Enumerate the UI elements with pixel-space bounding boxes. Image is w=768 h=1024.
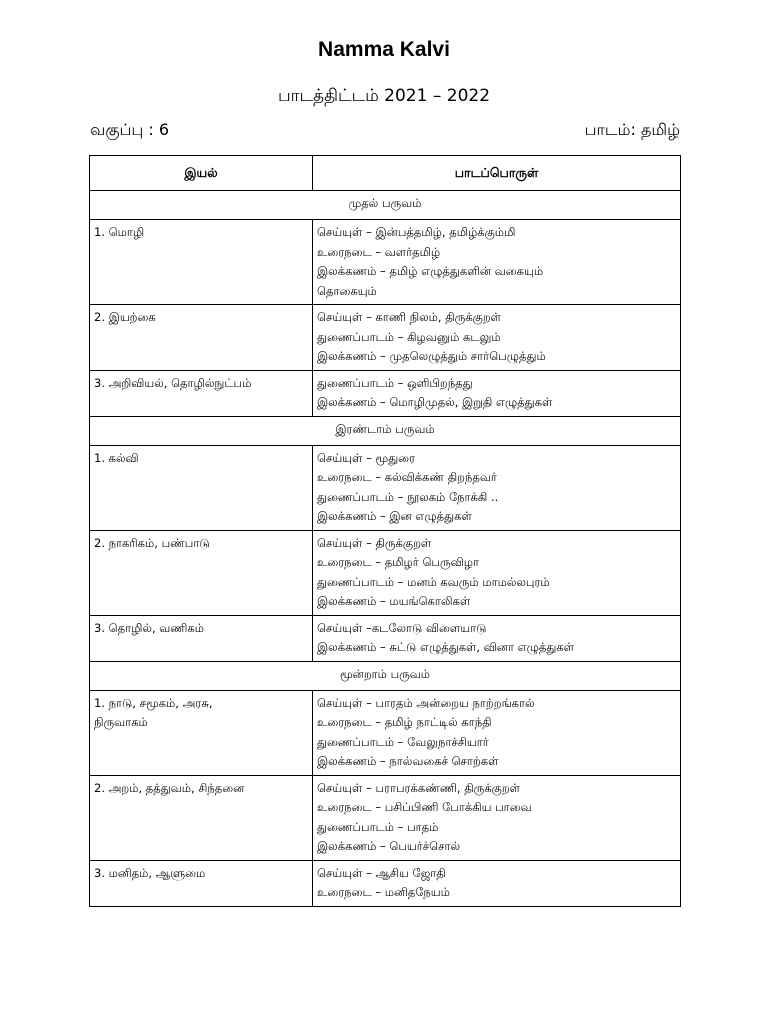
lesson-line: துணைப்பாடம் – நூலகம் நோக்கி .. xyxy=(317,489,499,504)
term-row xyxy=(90,191,681,220)
unit-cell xyxy=(90,690,313,775)
lesson-line: உரைநடை – பசிப்பிணி போக்கிய பாவை xyxy=(317,800,532,814)
lessons-cell xyxy=(313,860,681,906)
lesson-line: இலக்கணம் – நால்வகைச் சொற்கள் xyxy=(317,754,499,768)
lesson-line: உரைநடை – தமிழ் நாட்டில் காந்தி xyxy=(317,715,492,729)
lesson-line: செய்யுள் – காணி நிலம், திருக்குறள் xyxy=(317,310,502,324)
unit-cell xyxy=(90,445,313,530)
lessons-cell xyxy=(313,370,681,416)
table-row xyxy=(90,305,681,371)
syllabus-body xyxy=(90,191,681,907)
lessons-cell xyxy=(313,220,681,305)
column-header-lessons: பாடப்பொருள் xyxy=(313,156,681,191)
lesson-line: துணைப்பாடம் – மனம் கவரும் மாமல்லபுரம் xyxy=(317,574,550,589)
lesson-line: இலக்கணம் – சுட்டு எழுத்துகள், வினா எழுத்துகள் xyxy=(317,640,575,654)
lesson-line: உரைநடை – தமிழர் பெருவிழா xyxy=(317,555,479,569)
lessons-cell xyxy=(313,615,681,661)
unit-title: 1. நாடு, சமூகம், அரசு, xyxy=(94,695,213,710)
lesson-line: துணைப்பாடம் – பாதம் xyxy=(317,819,439,834)
lesson-line: இலக்கணம் – பெயர்ச்சொல் xyxy=(317,839,461,853)
lessons-cell xyxy=(313,305,681,371)
term-heading: முதல் பருவம் xyxy=(90,191,681,220)
lesson-line: துணைப்பாடம் – கிழவனும் கடலும் xyxy=(317,329,501,344)
site-title: Namma Kalvi xyxy=(318,38,450,61)
lesson-line: செய்யுள் – மூதுரை xyxy=(317,450,416,465)
lesson-line: செய்யுள் – பராபரக்கண்ணி, திருக்குறள் xyxy=(317,780,521,795)
term-heading: மூன்றாம் பருவம் xyxy=(90,661,681,690)
lessons-cell xyxy=(313,445,681,530)
lessons-cell xyxy=(313,690,681,775)
unit-title: 2. நாகரிகம், பண்பாடு xyxy=(94,535,210,550)
term-row xyxy=(90,416,681,445)
table-row xyxy=(90,690,681,775)
lesson-line: இலக்கணம் – தமிழ் எழுத்துகளின் வகையும் xyxy=(317,264,544,278)
lesson-line: செய்யுள் – பாரதம் அன்றைய நாற்றங்கால் xyxy=(317,695,535,710)
meta-row xyxy=(90,120,680,141)
table-row xyxy=(90,370,681,416)
unit-cell xyxy=(90,305,313,371)
lesson-line: தொகையும் xyxy=(317,283,377,298)
term-heading: இரண்டாம் பருவம் xyxy=(90,416,681,445)
term-row xyxy=(90,661,681,690)
lesson-line: செய்யுள் – இன்பத்தமிழ், தமிழ்க்கும்மி xyxy=(317,225,516,239)
lesson-line: துணைப்பாடம் – ஒளிபிறந்தது xyxy=(317,375,473,390)
table-header-row xyxy=(90,156,681,191)
unit-cell xyxy=(90,775,313,860)
unit-title: 1. மொழி xyxy=(94,225,145,239)
unit-cell xyxy=(90,860,313,906)
column-header-unit: இயல் xyxy=(90,156,313,191)
syllabus-title: பாடத்திட்டம் 2021 – 2022 xyxy=(277,86,491,106)
lesson-line: செய்யுள் – ஆசிய ஜோதி xyxy=(317,865,446,880)
lesson-line: இலக்கணம் – இன எழுத்துகள் xyxy=(317,509,472,523)
lesson-line: இலக்கணம் – முதலெழுத்தும் சார்பெழுத்தும் xyxy=(317,349,546,363)
lesson-line: உரைநடை – மனிதநேயம் xyxy=(317,885,450,899)
subject-label: பாடம்: தமிழ் xyxy=(584,120,680,139)
lessons-cell xyxy=(313,530,681,615)
lesson-line: துணைப்பாடம் – வேலுநாச்சியார் xyxy=(317,734,489,749)
lesson-line: உரைநடை – வளர்தமிழ் xyxy=(317,244,441,259)
lessons-cell xyxy=(313,775,681,860)
table-row xyxy=(90,530,681,615)
lesson-line: செய்யுள் – திருக்குறள் xyxy=(317,535,432,550)
unit-title: 2. அறம், தத்துவம், சிந்தனை xyxy=(94,780,245,795)
unit-cell xyxy=(90,615,313,661)
unit-title: 3. தொழில், வணிகம் xyxy=(94,620,204,635)
syllabus-table xyxy=(89,155,681,907)
table-row xyxy=(90,860,681,906)
lesson-line: இலக்கணம் – மொழிமுதல், இறுதி எழுத்துகள் xyxy=(317,395,553,409)
unit-cell xyxy=(90,220,313,305)
table-row xyxy=(90,775,681,860)
unit-cell xyxy=(90,370,313,416)
class-label: வகுப்பு : 6 xyxy=(90,120,169,139)
unit-title: நிருவாகம் xyxy=(94,715,148,729)
table-row xyxy=(90,220,681,305)
lesson-line: இலக்கணம் – மயங்கொலிகள் xyxy=(317,594,471,608)
unit-title: 3. அறிவியல், தொழில்நுட்பம் xyxy=(94,375,252,390)
table-row xyxy=(90,445,681,530)
lesson-line: உரைநடை – கல்விக்கண் திறந்தவர் xyxy=(317,470,497,484)
table-row xyxy=(90,615,681,661)
unit-cell xyxy=(90,530,313,615)
unit-title: 3. மனிதம், ஆளுமை xyxy=(94,865,206,880)
lesson-line: செய்யுள் –கடலோடு விளையாடு xyxy=(317,620,487,635)
unit-title: 1. கல்வி xyxy=(94,450,139,465)
unit-title: 2. இயற்கை xyxy=(94,310,156,324)
